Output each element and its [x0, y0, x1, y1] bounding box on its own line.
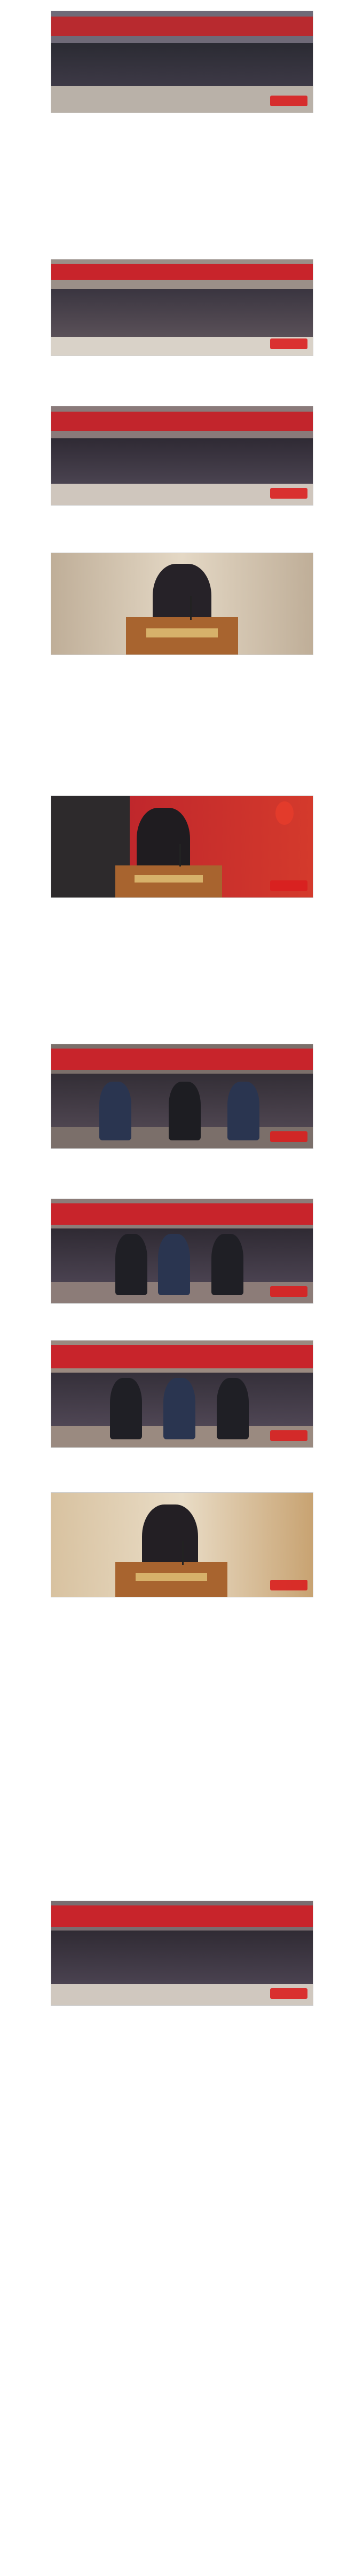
watermark-logo	[270, 1286, 307, 1297]
photo-speaker-podium-3	[51, 1492, 313, 1597]
photo-group-stage	[51, 11, 313, 113]
watermark-logo	[270, 1988, 307, 1999]
watermark-logo	[270, 488, 307, 499]
photo-speaker-podium-1	[51, 553, 313, 655]
photo-speaker-podium-2	[51, 795, 313, 898]
watermark-logo	[270, 1430, 307, 1441]
photo-banquet	[51, 1901, 313, 2006]
watermark-logo	[270, 338, 307, 349]
watermark-logo	[270, 880, 307, 891]
watermark-logo	[270, 1580, 307, 1590]
photo-officials-seated	[51, 259, 313, 356]
watermark-logo	[270, 1131, 307, 1142]
watermark-logo	[270, 96, 307, 106]
photo-handover-ceremony-3	[51, 1340, 313, 1448]
photo-guests-group	[51, 406, 313, 506]
photo-handover-ceremony-1	[51, 1044, 313, 1149]
photo-handover-ceremony-2	[51, 1199, 313, 1304]
